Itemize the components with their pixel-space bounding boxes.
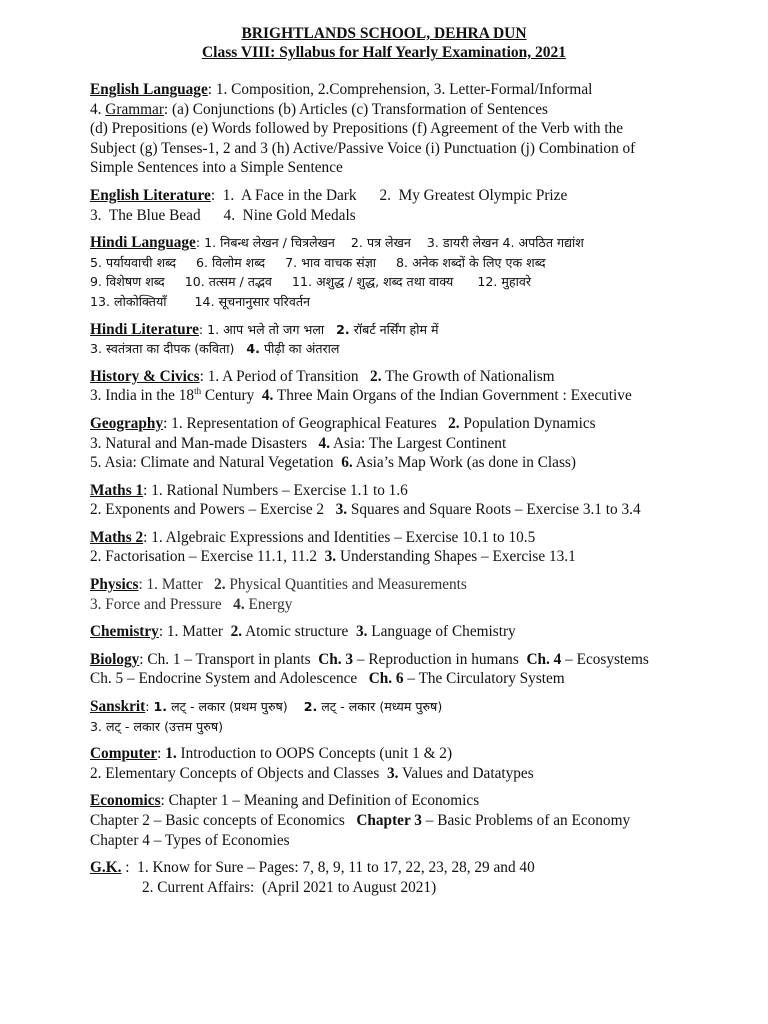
- grammar-heading: Grammar: [105, 100, 164, 118]
- section-physics: Physics: 1. Matter 2. Physical Quantities and Measurements 3. Force and Pressure 4. Energy: [90, 576, 467, 613]
- subject-heading: Biology: [90, 650, 140, 668]
- section-hindi-language: Hindi Language: 1. निबन्ध लेखन / चित्रलेखन 2. पत्र लेखन 3. डायरी लेखन 4. अपठित गद्यांश 5. पर्यायवाची शब्द 6. विलोम शब्द 7. भाव वाचक संज्ञा 8. अनेक शब्दों के लिए एक शब्द 9. विशेषण शब्द 10. तत्सम / तद्भव 11. अशुद्ध / शुद्ध, शब्द तथा वाक्य 12. मुहावरे 13. लोकोक्तियाँ 14. सूचनानुसार परिवर्तन: [90, 234, 584, 309]
- subject-heading: Economics: [90, 792, 161, 810]
- section-biology: Biology: Ch. 1 – Transport in plants Ch. 3 – Reproduction in humans Ch. 4 – Ecosystems Ch. 5 – Endocrine System and Adolescence Ch. 6 – The Circulatory System: [90, 650, 649, 688]
- section-maths-1: Maths 1: 1. Rational Numbers – Exercise 1.1 to 1.6 2. Exponents and Powers – Exercise 2 3. Squares and Square Roots – Exercise 3.1 to 3.4: [90, 481, 641, 519]
- syllabus-content: [90, 80, 750, 905]
- school-name: BRIGHTLANDS SCHOOL, DEHRA DUN: [241, 25, 527, 42]
- subject-heading: Maths 2: [90, 528, 144, 546]
- document-header: [0, 24, 768, 62]
- section-economics: Economics: Chapter 1 – Meaning and Definition of Economics Chapter 2 – Basic concepts of Economics Chapter 3 – Basic Problems of an Economy Chapter 4 – Types of Economies: [90, 792, 631, 849]
- section-chemistry: Chemistry: 1. Matter 2. Atomic structure 3. Language of Chemistry: [90, 623, 516, 641]
- document-title: Class VIII: Syllabus for Half Yearly Examination, 2021: [201, 44, 566, 61]
- section-gk: G.K. : 1. Know for Sure – Pages: 7, 8, 9, 11 to 17, 22, 23, 28, 29 and 40 2. Current Affairs: (April 2021 to August 2021): [90, 859, 535, 896]
- section-english-literature: English Literature: 1. A Face in the Dark 2. My Greatest Olympic Prize 3. The Blue Bead 4. Nine Gold Medals: [90, 186, 568, 224]
- subject-heading: G.K.: [90, 859, 122, 877]
- subject-heading: English Language: [90, 81, 208, 98]
- section-maths-2: Maths 2: 1. Algebraic Expressions and Identities – Exercise 10.1 to 10.5 2. Factorisation – Exercise 11.1, 11.2 3. Understanding Shapes – Exercise 13.1: [90, 528, 576, 566]
- section-geography: Geography: 1. Representation of Geographical Features 2. Population Dynamics 3. Natural and Man-made Disasters 4. Asia: The Largest Continent 5. Asia: Climate and Natural Vegetation 6. Asia’s Map Work (as done in Class): [90, 414, 596, 472]
- subject-heading: Hindi Language: [90, 234, 196, 252]
- section-sanskrit: Sanskrit: 1. लट् - लकार (प्रथम पुरुष) 2. लट् - लकार (मध्यम पुरुष) 3. लट् - लकार (उत्तम पुरुष): [90, 698, 443, 734]
- subject-heading: Computer: [90, 745, 158, 763]
- subject-heading: Geography: [90, 414, 164, 432]
- subject-heading: Chemistry: [90, 623, 159, 641]
- subject-heading: Physics: [90, 576, 139, 594]
- subject-heading: Maths 1: [90, 481, 144, 499]
- subject-heading: History & Civics: [90, 367, 200, 385]
- subject-heading: Sanskrit: [90, 698, 146, 716]
- subject-heading: Hindi Literature: [90, 320, 199, 338]
- subject-heading: English Literature: [90, 186, 211, 204]
- section-history-civics: History & Civics: 1. A Period of Transition 2. The Growth of Nationalism 3. India in the 18th Century 4. Three Main Organs of the Indian Government : Executive: [90, 367, 632, 405]
- section-hindi-literature: Hindi Literature: 1. आप भले तो जग भला 2. रॉबर्ट नर्सिंग होम में 3. स्वतंत्रता का दीपक (कविता) 4. पीढ़ी का अंतराल: [90, 320, 439, 357]
- section-computer: Computer: 1. Introduction to OOPS Concepts (unit 1 & 2) 2. Elementary Concepts of Objects and Classes 3. Values and Datatypes: [90, 745, 534, 782]
- section-english-language: English Language: 1. Composition, 2.Comprehension, 3. Letter-Formal/Informal 4. Grammar: (a) Conjunctions (b) Articles (c) Transformation of Sentences (d) Prepositions (e) Words followed by Prepositions (f) Agreement of the Verb with the Subject (g) Tenses-1, 2 and 3 (h) Active/Passive Voice (i) Punctuation (j) Combination of Simple Sentences into a Simple Sentence: [90, 81, 636, 177]
